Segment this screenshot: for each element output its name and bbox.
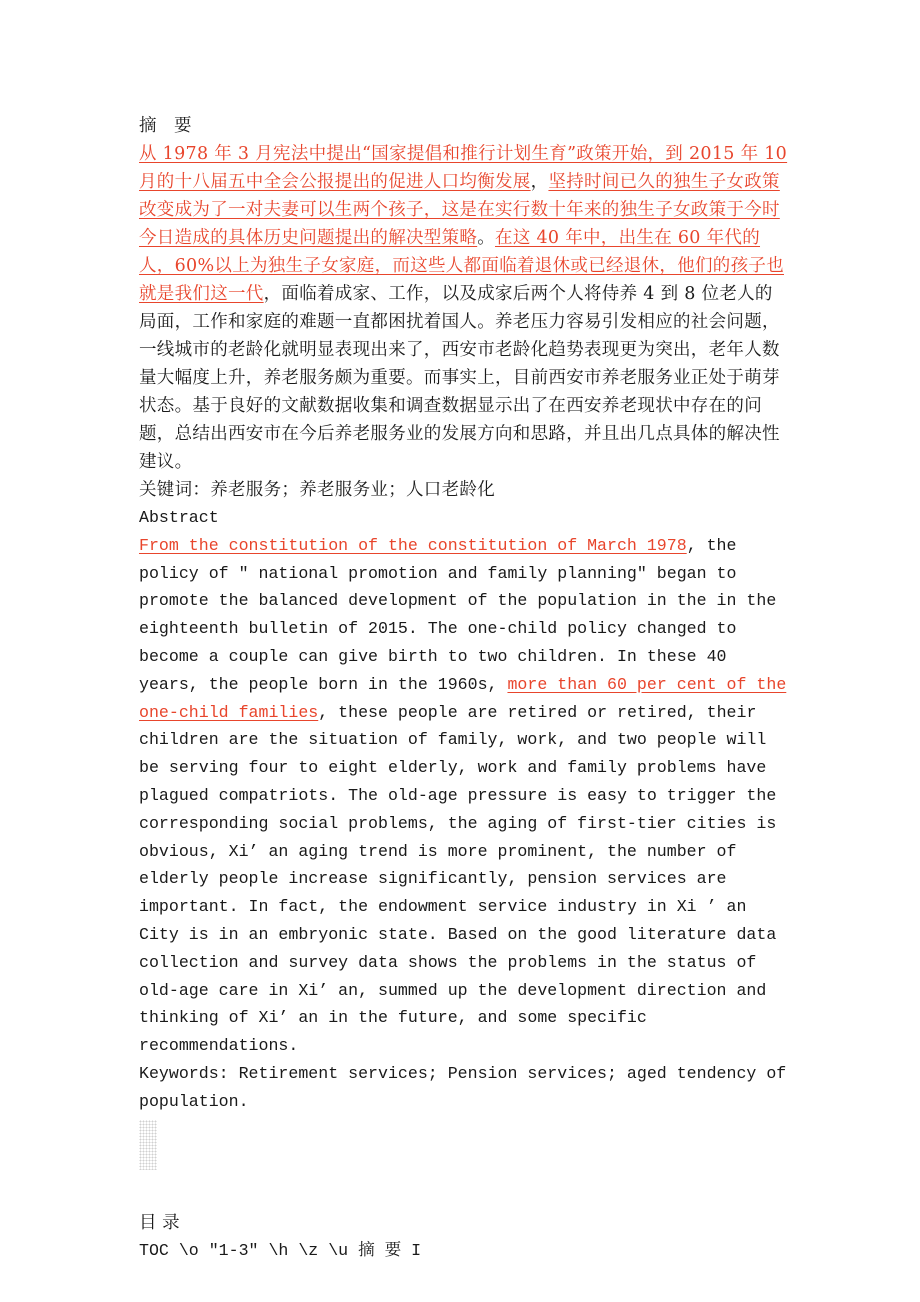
abstract-en-highlight-1: From the constitution of the constitution of March 1978	[139, 535, 687, 555]
abstract-en-highlight-2: more than 60 per cent of the one-child families	[139, 674, 787, 722]
toc-heading: 目 录	[139, 1212, 180, 1233]
document-page	[139, 112, 789, 1264]
abstract-en-text-1: , the policy of " national promotion and family planning" began to promote the balanced development of the population in the in the eighteenth bulletin of 2015. The one-child policy changed to become a couple can give birth to two children. In these 40 years, the people born in the 1960s,	[139, 535, 777, 694]
keywords-en: Keywords: Retirement services; Pension services; aged tendency of population.	[139, 1063, 787, 1111]
abstract-zh-sep-1: ，	[530, 172, 549, 192]
page-break-marker	[139, 1120, 157, 1170]
keywords-zh: 关键词：养老服务；养老服务业；人口老龄化	[139, 480, 495, 500]
abstract-en-heading: Abstract	[139, 508, 219, 527]
abstract-en-body	[139, 532, 789, 1060]
abstract-en-text-2: , these people are retired or retired, their children are the situation of family, work, and two people will be serving four to eight elderly, work and family problems have plagued compatriots. The old-age pressure is easy to trigger the corresponding social problems, the aging of first-tier cities is obvious, Xi’ an aging trend is more prominent, the number of elderly people increase significantly, pension services are important. In fact, the endowment service industry in Xi ’ an City is in an embryonic state. Based on the good literature data collection and survey data shows the problems in the status of old-age care in Xi’ an, summed up the development direction and thinking of Xi’ an in the future, and some specific recommendations.	[139, 702, 777, 1056]
abstract-zh-heading: 摘 要	[139, 116, 192, 136]
abstract-zh-rest: ，面临着成家、工作，以及成家后两个人将侍养 4 到 8 位老人的局面，工作和家庭的难题一直都困扰着国人。养老压力容易引发相应的社会问题，一线城市的老龄化就明显表现出来了，西安市老龄化趋势表现更为突出，老年人数量大幅度上升，养老服务颇为重要。而事实上，目前西安市养老服务业正处于萌芽状态。基于良好的文献数据收集和调查数据显示出了在西安养老现状中存在的问题，总结出西安市在今后养老服务业的发展方向和思路，并且出几点具体的解决性建议。	[139, 284, 780, 472]
abstract-zh-highlight-1: 从 1978 年 3 月宪法中提出“国家提倡和推行计划生育”政策开始，到 2015 年 10 月的十八届五中全会公报提出的促进人口均衡发展	[139, 144, 788, 192]
abstract-zh-sep-2: 。	[477, 228, 496, 248]
abstract-zh-highlight-3: 在这 40 年中，出生在 60 年代的人，60%以上为独生子女家庭，而这些人都面临着退休或已经退休，他们的孩子也就是我们这一代	[139, 228, 784, 304]
spacer	[139, 1175, 789, 1209]
abstract-zh-body	[139, 140, 789, 476]
toc-field-line: TOC \o "1-3" \h \z \u 摘 要 I	[139, 1240, 422, 1260]
abstract-zh-highlight-2: 坚持时间已久的独生子女政策改变成为了一对夫妻可以生两个孩子，这是在实行数十年来的独生子女政策于今时今日造成的具体历史问题提出的解决型策略	[139, 172, 780, 248]
